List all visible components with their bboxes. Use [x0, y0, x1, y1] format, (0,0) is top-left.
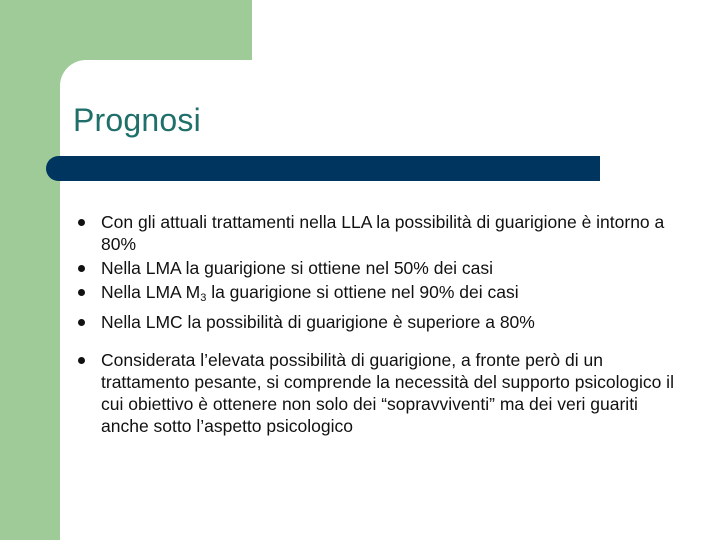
bullet-text: Considerata l’elevata possibilità di guarigione, a fronte però di un trattamento pesante, si comprende la necessità del supporto psicologico il cui obiettivo è ottenere non solo dei “sopravviventi” ma dei veri guariti anche sotto l’aspetto psicologico: [101, 350, 674, 436]
bullet-dot-icon: [78, 319, 85, 326]
bullet-item: [78, 349, 678, 437]
bullet-item: [78, 211, 678, 255]
bullet-item: [78, 311, 678, 333]
bullet-dot-icon: [78, 289, 85, 296]
subscript: 3: [200, 292, 207, 304]
bullet-item: [78, 281, 678, 309]
title-divider: [46, 156, 600, 181]
bullet-item: [78, 257, 678, 279]
bullet-dot-icon: [78, 219, 85, 226]
left-decoration-bar: [0, 0, 62, 540]
bullet-text: Nella LMA $M_3$ la guarigione si ottiene nel 90% dei casi: [101, 282, 519, 304]
bullet-text: Nella LMC la possibilità di guarigione è superiore a 80%: [101, 312, 535, 332]
bullet-text: Nella LMA la guarigione si ottiene nel 50% dei casi: [101, 258, 494, 278]
bullet-list: [78, 211, 678, 437]
bullet-text: Con gli attuali trattamenti nella LLA la possibilità di guarigione è intorno a 80%: [101, 212, 665, 254]
slide-title: Prognosi: [73, 102, 201, 138]
bullet-dot-icon: [78, 265, 85, 272]
bullet-dot-icon: [78, 357, 85, 364]
